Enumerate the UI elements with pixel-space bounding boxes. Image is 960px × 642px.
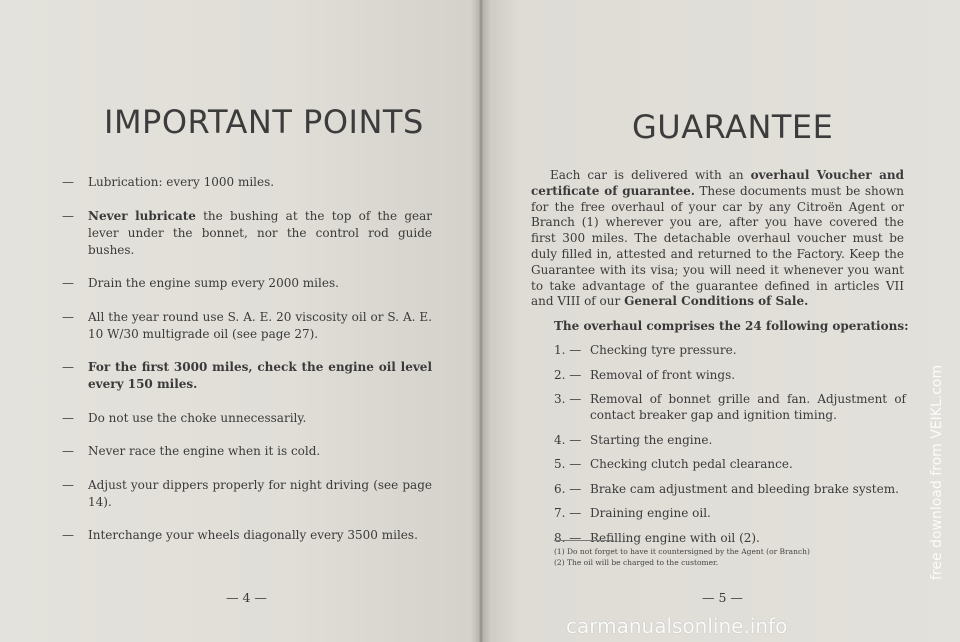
operation-number: 4. — [554, 432, 582, 447]
guarantee-intro [531, 168, 904, 310]
right-page [482, 0, 960, 642]
operation-item [554, 505, 906, 521]
dash-marker: — [62, 175, 74, 189]
footnote: (1) Do not forget to have it countersigned by the Agent (or Branch) [554, 547, 810, 556]
operation-number: 2. — [554, 367, 582, 382]
operation-item [554, 530, 906, 546]
operation-text: Starting the engine. [590, 432, 713, 447]
operations-heading: The overhaul comprises the 24 following operations: [554, 319, 909, 333]
list-item [62, 174, 432, 191]
point-bold: Never lubricate [88, 208, 196, 223]
list-item [62, 443, 432, 460]
list-item [62, 477, 432, 511]
operation-text: Refilling engine with oil (2). [590, 530, 760, 545]
operation-item [554, 342, 906, 358]
list-item [62, 359, 432, 393]
operation-number: 7. — [554, 506, 582, 520]
important-points-list [62, 174, 432, 561]
watermark-bottom: carmanualsonline.info [566, 614, 788, 638]
list-item [62, 309, 432, 343]
page-title: GUARANTEE [632, 108, 834, 146]
operation-text: Checking tyre pressure. [590, 343, 737, 357]
operation-number: 1. — [554, 343, 582, 357]
operation-text: Checking clutch pedal clearance. [590, 457, 793, 471]
dash-marker: — [62, 477, 74, 492]
operation-number: 6. — [554, 481, 582, 496]
operation-number: 3. — [554, 392, 582, 406]
page-number: — 4 — [226, 590, 267, 605]
operation-number: 8. — [554, 530, 582, 545]
list-item [62, 527, 432, 544]
operation-text: Brake cam adjustment and bleeding brake system. [590, 481, 899, 496]
intro-bold: General Conditions of Sale. [624, 294, 809, 309]
intro-bold: overhaul Voucher and certificate of guarantee. [531, 168, 905, 198]
point-text: All the year round use S. A. E. 20 viscosity oil or S. A. E. 10 W/30 multigrade oil (see page 27). [88, 309, 432, 341]
point-text: the bushing at the top of the gear lever under the bonnet, nor the control rod guide bushes. [88, 208, 432, 257]
footnote-rule [554, 540, 614, 541]
book-gutter [470, 0, 492, 642]
footnotes [554, 546, 810, 568]
dash-marker: — [62, 309, 74, 324]
dash-marker: — [62, 444, 74, 458]
intro-text: These documents must be shown for the free overhaul of your car by any Citroën Agent or Branch (1) wherever you are, after you have covered the first 300 miles. The detachable overhaul voucher must be duly filled in, attested and returned to the Factory. Keep the Guarantee with its visa; you will need it whenever you want to take advantage of the guarantee defined in articles VII and VIII of our [531, 183, 905, 309]
point-bold: For the first 3000 miles, check the engine oil level every 150 miles. [88, 360, 432, 391]
operation-item [554, 391, 906, 423]
page-number: — 5 — [702, 590, 743, 605]
left-page [0, 0, 478, 642]
operation-item [554, 432, 906, 448]
operation-text: Removal of bonnet grille and fan. Adjustment of contact breaker gap and ignition timing. [590, 392, 906, 422]
operations-list [554, 342, 906, 554]
page-title: IMPORTANT POINTS [104, 103, 424, 141]
footnote: (2) The oil will be charged to the customer. [554, 558, 719, 567]
intro-text: Each car is delivered with an [550, 168, 751, 182]
list-item [62, 208, 432, 259]
dash-marker: — [62, 208, 74, 223]
list-item [62, 275, 432, 292]
operation-text: Draining engine oil. [590, 506, 711, 520]
operation-item [554, 481, 906, 497]
operation-item [554, 456, 906, 472]
point-text: Never race the engine when it is cold. [88, 444, 321, 458]
point-text: Do not use the choke unnecessarily. [88, 410, 307, 425]
operation-text: Removal of front wings. [590, 367, 736, 382]
point-text: Drain the engine sump every 2000 miles. [88, 276, 339, 290]
dash-marker: — [62, 410, 74, 425]
operation-item [554, 367, 906, 383]
dash-marker: — [62, 360, 74, 374]
list-item [62, 410, 432, 427]
operation-number: 5. — [554, 457, 582, 471]
dash-marker: — [62, 528, 74, 542]
point-text: Adjust your dippers properly for night driving (see page 14). [88, 477, 432, 509]
dash-marker: — [62, 276, 74, 290]
watermark-side: free download from VEIKL.com [929, 364, 945, 580]
point-text: Lubrication: every 1000 miles. [88, 175, 275, 189]
point-text: Interchange your wheels diagonally every 3500 miles. [88, 528, 418, 542]
